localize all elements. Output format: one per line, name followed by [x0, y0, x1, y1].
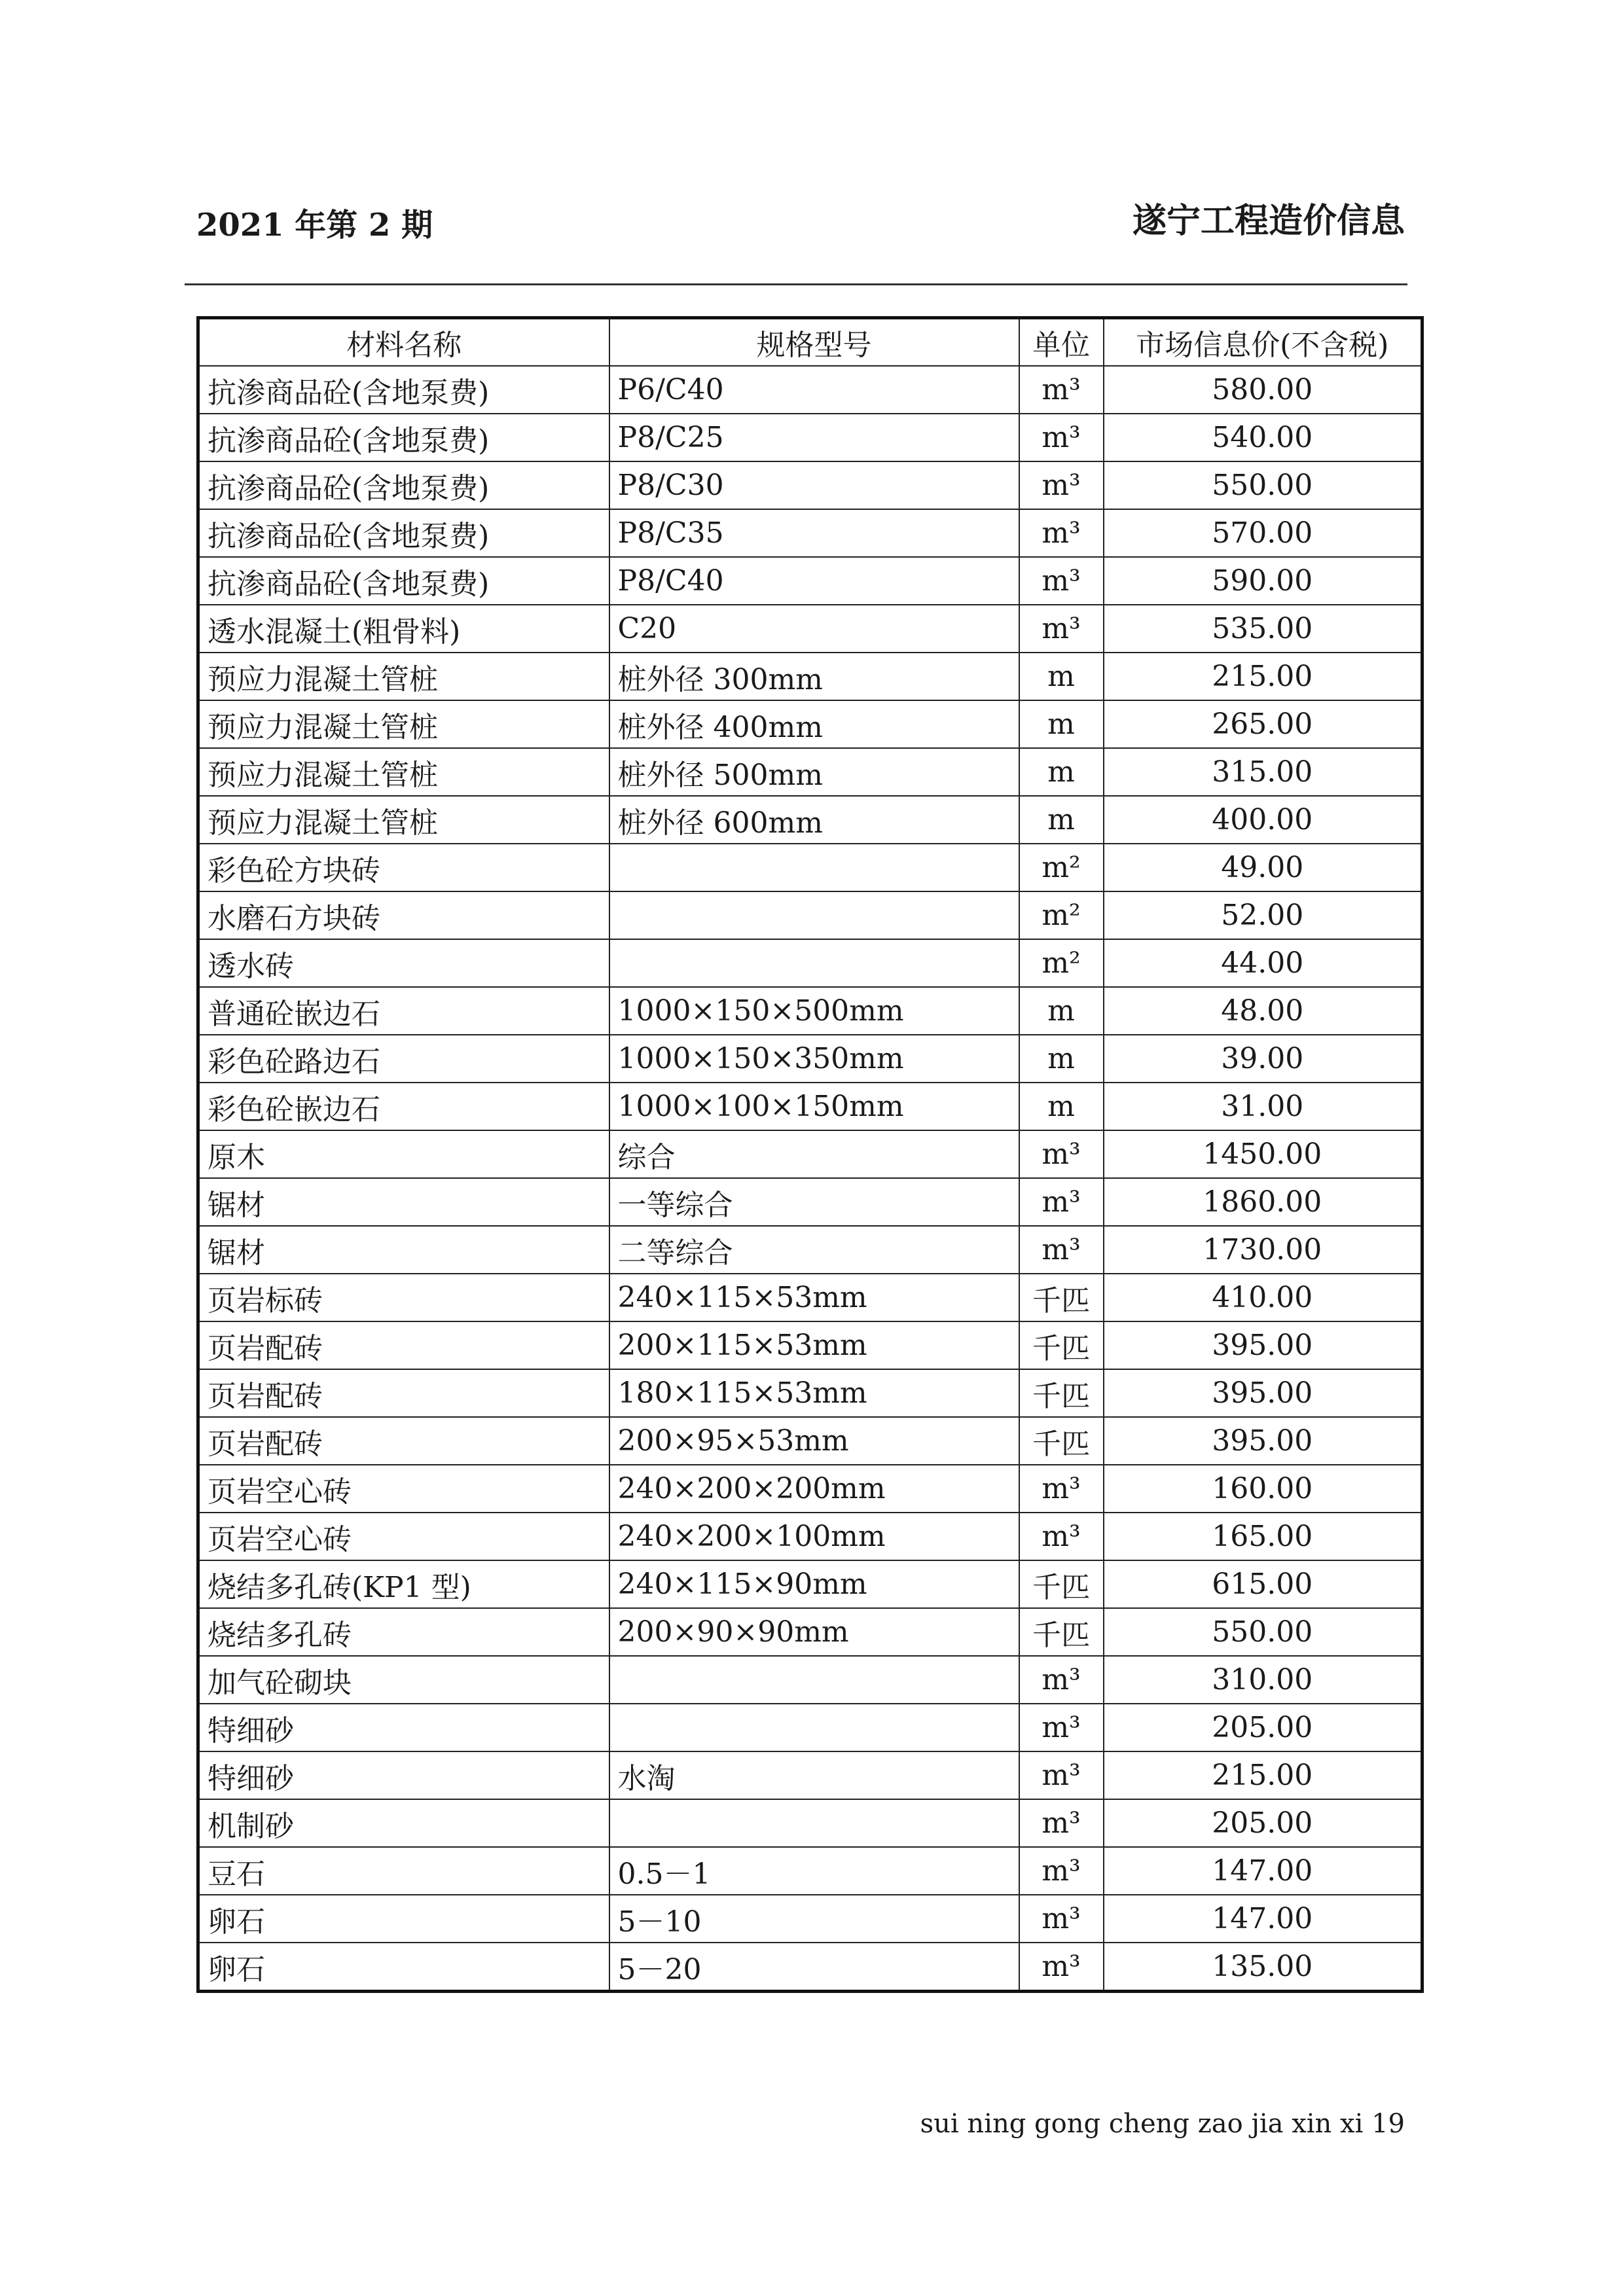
unit-cell: m³ — [1019, 1656, 1104, 1704]
spec-cell: P8/C35 — [609, 509, 1019, 557]
price-cell: 570.00 — [1104, 509, 1423, 557]
price-cell: 410.00 — [1104, 1274, 1423, 1321]
unit-cell: m³ — [1019, 1895, 1104, 1943]
table-row — [198, 1178, 1423, 1226]
price-cell: 147.00 — [1104, 1847, 1423, 1895]
spec-cell: C20 — [609, 605, 1019, 653]
price-cell: 205.00 — [1104, 1799, 1423, 1847]
price-cell: 615.00 — [1104, 1560, 1423, 1608]
material-name-cell: 抗渗商品砼(含地泵费) — [198, 509, 609, 557]
table-row — [198, 796, 1423, 844]
table-row — [198, 844, 1423, 891]
material-name-cell: 页岩配砖 — [198, 1417, 609, 1465]
price-cell: 48.00 — [1104, 987, 1423, 1035]
material-name-cell: 彩色砼路边石 — [198, 1035, 609, 1083]
spec-cell: 200×95×53mm — [609, 1417, 1019, 1465]
material-name-cell: 卵石 — [198, 1943, 609, 1992]
table-row — [198, 1130, 1423, 1178]
price-cell: 215.00 — [1104, 653, 1423, 700]
unit-cell: m — [1019, 748, 1104, 796]
spec-cell: 桩外径 300mm — [609, 653, 1019, 700]
material-name-cell: 卵石 — [198, 1895, 609, 1943]
unit-cell: m³ — [1019, 509, 1104, 557]
spec-cell: P8/C25 — [609, 414, 1019, 461]
issue-label: 2021 年第 2 期 — [196, 207, 433, 243]
table-row — [198, 1321, 1423, 1369]
spec-cell: 桩外径 500mm — [609, 748, 1019, 796]
unit-cell: m — [1019, 653, 1104, 700]
material-name-cell: 烧结多孔砖 — [198, 1608, 609, 1656]
material-name-cell: 特细砂 — [198, 1751, 609, 1799]
price-cell: 205.00 — [1104, 1704, 1423, 1751]
price-cell: 550.00 — [1104, 461, 1423, 509]
material-name-cell: 抗渗商品砼(含地泵费) — [198, 557, 609, 605]
page-footer: sui ning gong cheng zao jia xin xi 19 — [920, 2109, 1405, 2139]
price-cell: 1450.00 — [1104, 1130, 1423, 1178]
unit-cell: m² — [1019, 891, 1104, 939]
table-row — [198, 1226, 1423, 1274]
material-name-cell: 页岩配砖 — [198, 1369, 609, 1417]
table-row — [198, 414, 1423, 461]
price-cell: 44.00 — [1104, 939, 1423, 987]
unit-cell: m³ — [1019, 1751, 1104, 1799]
unit-cell: m³ — [1019, 1465, 1104, 1513]
price-cell: 315.00 — [1104, 748, 1423, 796]
spec-cell: 0.5－1 — [609, 1847, 1019, 1895]
unit-cell: m — [1019, 987, 1104, 1035]
material-name-cell: 豆石 — [198, 1847, 609, 1895]
unit-cell: m³ — [1019, 1513, 1104, 1560]
material-name-cell: 抗渗商品砼(含地泵费) — [198, 414, 609, 461]
price-cell: 215.00 — [1104, 1751, 1423, 1799]
unit-cell: 千匹 — [1019, 1321, 1104, 1369]
column-header-spec: 规格型号 — [609, 318, 1019, 367]
material-name-cell: 透水混凝土(粗骨料) — [198, 605, 609, 653]
unit-cell: m³ — [1019, 461, 1104, 509]
table-row — [198, 891, 1423, 939]
table-row — [198, 987, 1423, 1035]
spec-cell: 240×200×100mm — [609, 1513, 1019, 1560]
material-name-cell: 锯材 — [198, 1178, 609, 1226]
unit-cell: m³ — [1019, 557, 1104, 605]
material-name-cell: 锯材 — [198, 1226, 609, 1274]
table-row — [198, 939, 1423, 987]
table-row — [198, 1799, 1423, 1847]
price-cell: 580.00 — [1104, 366, 1423, 414]
price-cell: 310.00 — [1104, 1656, 1423, 1704]
price-cell: 395.00 — [1104, 1369, 1423, 1417]
unit-cell: 千匹 — [1019, 1369, 1104, 1417]
spec-cell: 桩外径 400mm — [609, 700, 1019, 748]
material-name-cell: 抗渗商品砼(含地泵费) — [198, 366, 609, 414]
table-row — [198, 557, 1423, 605]
spec-cell: 1000×100×150mm — [609, 1083, 1019, 1130]
material-name-cell: 原木 — [198, 1130, 609, 1178]
table-row — [198, 1083, 1423, 1130]
publication-title: 遂宁工程造价信息 — [1132, 201, 1405, 241]
spec-cell — [609, 1704, 1019, 1751]
unit-cell: m³ — [1019, 1943, 1104, 1992]
price-cell: 160.00 — [1104, 1465, 1423, 1513]
table-row — [198, 1417, 1423, 1465]
price-table — [196, 316, 1424, 1993]
price-cell: 395.00 — [1104, 1417, 1423, 1465]
price-cell: 165.00 — [1104, 1513, 1423, 1560]
table-row — [198, 1513, 1423, 1560]
table-row — [198, 1274, 1423, 1321]
unit-cell: 千匹 — [1019, 1417, 1104, 1465]
table-row — [198, 700, 1423, 748]
spec-cell: 240×115×53mm — [609, 1274, 1019, 1321]
table-row — [198, 605, 1423, 653]
table-row — [198, 1943, 1423, 1992]
spec-cell — [609, 1656, 1019, 1704]
material-name-cell: 预应力混凝土管桩 — [198, 700, 609, 748]
unit-cell: m³ — [1019, 1847, 1104, 1895]
spec-cell: P8/C30 — [609, 461, 1019, 509]
price-cell: 31.00 — [1104, 1083, 1423, 1130]
unit-cell: m³ — [1019, 414, 1104, 461]
spec-cell: 200×115×53mm — [609, 1321, 1019, 1369]
material-name-cell: 彩色砼方块砖 — [198, 844, 609, 891]
spec-cell: 二等综合 — [609, 1226, 1019, 1274]
material-name-cell: 预应力混凝土管桩 — [198, 796, 609, 844]
spec-cell: 一等综合 — [609, 1178, 1019, 1226]
spec-cell — [609, 844, 1019, 891]
price-cell: 135.00 — [1104, 1943, 1423, 1992]
table-row — [198, 1465, 1423, 1513]
price-cell: 590.00 — [1104, 557, 1423, 605]
material-name-cell: 水磨石方块砖 — [198, 891, 609, 939]
table-row — [198, 366, 1423, 414]
material-name-cell: 抗渗商品砼(含地泵费) — [198, 461, 609, 509]
spec-cell: 180×115×53mm — [609, 1369, 1019, 1417]
price-cell: 1730.00 — [1104, 1226, 1423, 1274]
table-row — [198, 1560, 1423, 1608]
table-row — [198, 1847, 1423, 1895]
table-row — [198, 461, 1423, 509]
table-row — [198, 1035, 1423, 1083]
price-cell: 52.00 — [1104, 891, 1423, 939]
spec-cell: 水淘 — [609, 1751, 1019, 1799]
table-row — [198, 748, 1423, 796]
spec-cell: 5－10 — [609, 1895, 1019, 1943]
spec-cell: 5－20 — [609, 1943, 1019, 1992]
material-name-cell: 加气砼砌块 — [198, 1656, 609, 1704]
price-cell: 550.00 — [1104, 1608, 1423, 1656]
material-name-cell: 透水砖 — [198, 939, 609, 987]
price-cell: 49.00 — [1104, 844, 1423, 891]
unit-cell: m³ — [1019, 366, 1104, 414]
table-body — [198, 366, 1423, 1992]
column-header-price: 市场信息价(不含税) — [1104, 318, 1423, 367]
spec-cell: 综合 — [609, 1130, 1019, 1178]
price-cell: 147.00 — [1104, 1895, 1423, 1943]
unit-cell: m³ — [1019, 1799, 1104, 1847]
table-header-row — [198, 318, 1423, 367]
spec-cell: 1000×150×500mm — [609, 987, 1019, 1035]
material-name-cell: 页岩空心砖 — [198, 1513, 609, 1560]
spec-cell: P8/C40 — [609, 557, 1019, 605]
unit-cell: m — [1019, 1083, 1104, 1130]
spec-cell: 200×90×90mm — [609, 1608, 1019, 1656]
unit-cell: m³ — [1019, 605, 1104, 653]
spec-cell — [609, 939, 1019, 987]
unit-cell: m — [1019, 796, 1104, 844]
table-row — [198, 1608, 1423, 1656]
column-header-unit: 单位 — [1019, 318, 1104, 367]
price-cell: 400.00 — [1104, 796, 1423, 844]
header-divider — [185, 283, 1407, 285]
unit-cell: 千匹 — [1019, 1274, 1104, 1321]
unit-cell: m³ — [1019, 1178, 1104, 1226]
material-name-cell: 特细砂 — [198, 1704, 609, 1751]
table-row — [198, 1656, 1423, 1704]
unit-cell: m — [1019, 1035, 1104, 1083]
material-name-cell: 普通砼嵌边石 — [198, 987, 609, 1035]
unit-cell: m² — [1019, 844, 1104, 891]
spec-cell — [609, 1799, 1019, 1847]
unit-cell: 千匹 — [1019, 1560, 1104, 1608]
unit-cell: m — [1019, 700, 1104, 748]
material-name-cell: 页岩配砖 — [198, 1321, 609, 1369]
material-name-cell: 页岩标砖 — [198, 1274, 609, 1321]
material-name-cell: 彩色砼嵌边石 — [198, 1083, 609, 1130]
spec-cell: 1000×150×350mm — [609, 1035, 1019, 1083]
price-cell: 1860.00 — [1104, 1178, 1423, 1226]
table-row — [198, 653, 1423, 700]
column-header-name: 材料名称 — [198, 318, 609, 367]
price-cell: 535.00 — [1104, 605, 1423, 653]
table-row — [198, 1751, 1423, 1799]
spec-cell — [609, 891, 1019, 939]
price-cell: 540.00 — [1104, 414, 1423, 461]
spec-cell: P6/C40 — [609, 366, 1019, 414]
material-name-cell: 机制砂 — [198, 1799, 609, 1847]
unit-cell: m³ — [1019, 1130, 1104, 1178]
table-row — [198, 1704, 1423, 1751]
unit-cell: m³ — [1019, 1226, 1104, 1274]
material-name-cell: 预应力混凝土管桩 — [198, 653, 609, 700]
price-cell: 39.00 — [1104, 1035, 1423, 1083]
price-cell: 265.00 — [1104, 700, 1423, 748]
table-row — [198, 1895, 1423, 1943]
spec-cell: 240×115×90mm — [609, 1560, 1019, 1608]
material-name-cell: 预应力混凝土管桩 — [198, 748, 609, 796]
table-row — [198, 509, 1423, 557]
unit-cell: m² — [1019, 939, 1104, 987]
unit-cell: 千匹 — [1019, 1608, 1104, 1656]
material-name-cell: 页岩空心砖 — [198, 1465, 609, 1513]
price-cell: 395.00 — [1104, 1321, 1423, 1369]
material-name-cell: 烧结多孔砖(KP1 型) — [198, 1560, 609, 1608]
spec-cell: 桩外径 600mm — [609, 796, 1019, 844]
table-row — [198, 1369, 1423, 1417]
spec-cell: 240×200×200mm — [609, 1465, 1019, 1513]
unit-cell: m³ — [1019, 1704, 1104, 1751]
